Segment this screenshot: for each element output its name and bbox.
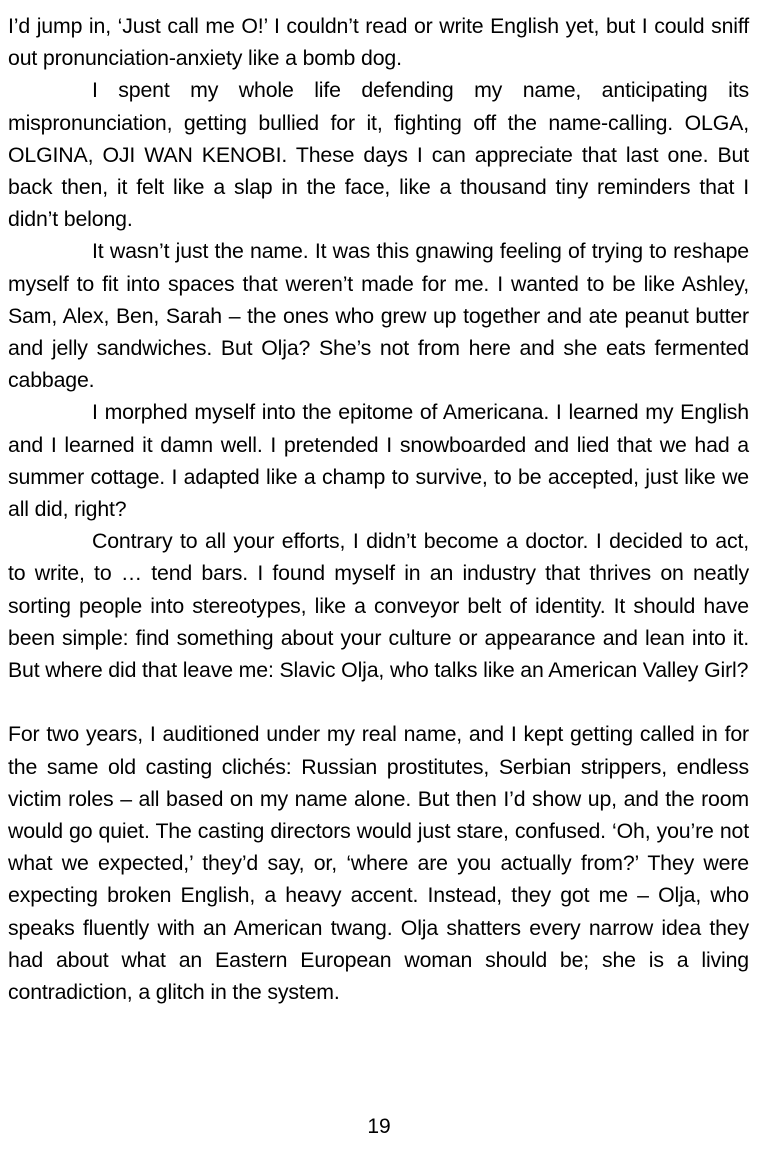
paragraph-auditions: For two years, I auditioned under my real name, and I kept getting called in for the same old casting clichés: Russian prostitutes, Serbian strippers, endless victim roles – all based on my name alone. But then I’d show up, and the room would go quiet. The casting directors would just stare, confused. ‘Oh, you’re not what we expected,’ they’d say, or, ‘where are you actually from?’ They were expecting broken English, a heavy accent. Instead, they got me – Olja, who speaks fluently with an American twang. Olja shatters every narrow idea they had about what an Eastern European woman should be; she is a living contradiction, a glitch in the system. bbox=[8, 722, 749, 1005]
paragraph-not-a-doctor: Contrary to all your efforts, I didn’t become a doctor. I decided to act, to write, to … tend bars. I found myself in an industry that thrives on neatly sorting people into stereotypes, like a conveyor belt of identity. It should have been simple: find something about your culture or appearance and lean into it. But where did that leave me: Slavic Olja, who talks like an American Valley Girl? bbox=[8, 529, 749, 683]
paragraph-defending-name: I spent my whole life defending my name, anticipating its mispronunciation, getting bullied for it, fighting off the name-calling. OLGA, OLGINA, OJI WAN KENOBI. These days I can appreciate that last one. But back then, it felt like a slap in the face, like a thousand tiny reminders that I didn’t belong. bbox=[8, 78, 749, 232]
paragraph-jump-in: I’d jump in, ‘Just call me O!’ I couldn’t read or write English yet, but I could sniff out pronunciation-anxiety like a bomb dog. bbox=[8, 14, 749, 71]
page-number: 19 bbox=[367, 1115, 391, 1138]
paragraph-americana: I morphed myself into the epitome of Americana. I learned my English and I learned it damn well. I pretended I snowboarded and lied that we had a summer cottage. I adapted like a champ to survive, to be accepted, just like we all did, right? bbox=[8, 400, 749, 522]
paragraph-not-just-name: It wasn’t just the name. It was this gnawing feeling of trying to reshape myself to fit into spaces that weren’t made for me. I wanted to be like Ashley, Sam, Alex, Ben, Sarah – the ones who grew up together and ate peanut butter and jelly sandwiches. But Olja? She’s not from here and she eats fermented cabbage. bbox=[8, 239, 749, 393]
page-body bbox=[8, 10, 749, 1008]
